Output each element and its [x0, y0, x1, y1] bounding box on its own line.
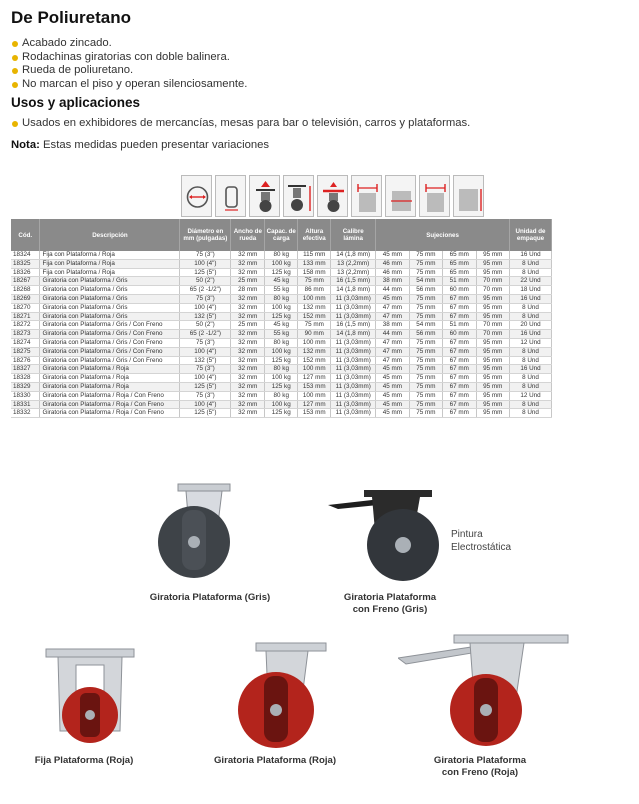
table-row [11, 294, 552, 303]
cell-altura: 132 mm [298, 347, 331, 356]
cell-sujecion-d: 70 mm [476, 330, 509, 339]
cell-sujecion-c: 67 mm [443, 347, 476, 356]
cell-diametro: 125 (5") [180, 409, 231, 418]
cell-capac: 80 kg [265, 251, 298, 259]
cell-ancho: 28 mm [231, 286, 265, 295]
cell-diametro: 125 (5") [180, 268, 231, 277]
cell-sujecion-c: 67 mm [443, 391, 476, 400]
caster-swivel-gray-image [150, 480, 250, 588]
cell-unidad: 16 Und [509, 294, 551, 303]
cell-capac: 125 kg [265, 409, 298, 418]
cell-sujecion-a: 45 mm [376, 391, 409, 400]
cell-sujecion-c: 67 mm [443, 294, 476, 303]
cell-altura: 90 mm [298, 330, 331, 339]
cell-descripcion: Giratoria con Plataforma / Roja [40, 365, 180, 374]
cell-sujecion-b: 75 mm [409, 338, 442, 347]
spec-table [11, 219, 552, 418]
cell-descripcion: Fija con Plataforma / Roja [40, 259, 180, 268]
cell-sujecion-b: 75 mm [409, 251, 442, 259]
cell-diametro: 100 (4") [180, 347, 231, 356]
cell-descripcion: Giratoria con Plataforma / Roja / Con Freno [40, 400, 180, 409]
col-diametro: Diámetro en mm (pulgadas) [180, 219, 231, 251]
cell-sujecion-c: 67 mm [443, 356, 476, 365]
caster-swivel-red-brake-image [398, 632, 573, 750]
cell-cod: 18275 [11, 347, 40, 356]
cell-sujecion-b: 75 mm [409, 259, 442, 268]
cell-altura: 127 mm [298, 400, 331, 409]
cell-diametro: 65 (2 -1/2") [180, 286, 231, 295]
cell-sujecion-a: 45 mm [376, 374, 409, 383]
cell-altura: 75 mm [298, 277, 331, 286]
load-capacity-icon [249, 175, 280, 217]
cell-cod: 18273 [11, 330, 40, 339]
cell-sujecion-d: 95 mm [476, 338, 509, 347]
spec-icon-strip [181, 175, 487, 219]
cell-sujecion-d: 95 mm [476, 268, 509, 277]
cell-descripcion: Giratoria con Plataforma / Gris / Con Freno [40, 356, 180, 365]
cell-unidad: 8 Und [509, 374, 551, 383]
cell-sujecion-c: 60 mm [443, 330, 476, 339]
cell-sujecion-b: 75 mm [409, 391, 442, 400]
cell-sujecion-d: 70 mm [476, 277, 509, 286]
table-row [11, 312, 552, 321]
table-row [11, 356, 552, 365]
cell-capac: 45 kg [265, 321, 298, 330]
cell-sujecion-c: 51 mm [443, 277, 476, 286]
cell-ancho: 32 mm [231, 259, 265, 268]
cell-sujecion-a: 47 mm [376, 303, 409, 312]
cell-ancho: 32 mm [231, 347, 265, 356]
cell-sujecion-b: 56 mm [409, 286, 442, 295]
fixing-plate-2-icon [385, 175, 416, 217]
cell-sujecion-a: 38 mm [376, 277, 409, 286]
cell-sujecion-b: 75 mm [409, 356, 442, 365]
cell-cod: 18272 [11, 321, 40, 330]
cell-sujecion-a: 44 mm [376, 330, 409, 339]
cell-sujecion-d: 95 mm [476, 356, 509, 365]
cell-cod: 18267 [11, 277, 40, 286]
cell-sujecion-c: 67 mm [443, 365, 476, 374]
cell-diametro: 132 (5") [180, 312, 231, 321]
table-row [11, 330, 552, 339]
cell-sujecion-d: 95 mm [476, 294, 509, 303]
cell-descripcion: Fija con Plataforma / Roja [40, 251, 180, 259]
cell-capac: 100 kg [265, 374, 298, 383]
col-descripcion: Descripción [40, 219, 180, 251]
cell-cod: 18325 [11, 259, 40, 268]
cell-capac: 55 kg [265, 286, 298, 295]
cell-sujecion-a: 45 mm [376, 294, 409, 303]
cell-unidad: 8 Und [509, 268, 551, 277]
cell-calibre: 11 (3,03mm) [331, 374, 376, 383]
table-row [11, 277, 552, 286]
cell-sujecion-c: 65 mm [443, 251, 476, 259]
cell-ancho: 32 mm [231, 409, 265, 418]
cell-sujecion-d: 95 mm [476, 409, 509, 418]
cell-altura: 115 mm [298, 251, 331, 259]
cell-ancho: 32 mm [231, 400, 265, 409]
feature-item: Acabado zincado. [11, 37, 247, 51]
cell-capac: 55 kg [265, 330, 298, 339]
table-row [11, 251, 552, 259]
cell-sujecion-d: 95 mm [476, 312, 509, 321]
cell-unidad: 16 Und [509, 330, 551, 339]
cell-cod: 18276 [11, 356, 40, 365]
cell-calibre: 16 (1,5 mm) [331, 321, 376, 330]
col-sujeciones: Sujeciones [376, 219, 510, 251]
col-capac: Capac. de carga [265, 219, 298, 251]
cell-sujecion-b: 75 mm [409, 374, 442, 383]
table-row [11, 303, 552, 312]
cell-cod: 18269 [11, 294, 40, 303]
cell-capac: 125 kg [265, 268, 298, 277]
cell-capac: 125 kg [265, 356, 298, 365]
table-row [11, 382, 552, 391]
cell-diametro: 100 (4") [180, 374, 231, 383]
cell-sujecion-d: 95 mm [476, 391, 509, 400]
note-text: Estas medidas pueden presentar variaciones [39, 139, 270, 151]
cell-cod: 18330 [11, 391, 40, 400]
cell-altura: 153 mm [298, 409, 331, 418]
cell-altura: 127 mm [298, 374, 331, 383]
cell-sujecion-a: 46 mm [376, 259, 409, 268]
cell-cod: 18332 [11, 409, 40, 418]
cell-unidad: 16 Und [509, 365, 551, 374]
table-row [11, 259, 552, 268]
total-height-icon [283, 175, 314, 217]
cell-calibre: 11 (3,03mm) [331, 365, 376, 374]
paint-note: Pintura Electrostática [451, 529, 512, 553]
cell-descripcion: Giratoria con Plataforma / Roja [40, 374, 180, 383]
cell-sujecion-a: 47 mm [376, 356, 409, 365]
cell-sujecion-c: 67 mm [443, 400, 476, 409]
cell-unidad: 8 Und [509, 347, 551, 356]
caption-fixed-red: Fija Plataforma (Roja) [34, 755, 134, 766]
cell-sujecion-c: 60 mm [443, 286, 476, 295]
cell-sujecion-c: 67 mm [443, 312, 476, 321]
cell-sujecion-c: 67 mm [443, 374, 476, 383]
note-label: Nota: [11, 139, 40, 151]
cell-altura: 152 mm [298, 356, 331, 365]
cell-altura: 158 mm [298, 268, 331, 277]
cell-diametro: 50 (2") [180, 321, 231, 330]
fixing-plate-3-icon [419, 175, 450, 217]
cell-unidad: 8 Und [509, 409, 551, 418]
cell-cod: 18274 [11, 338, 40, 347]
cell-sujecion-d: 95 mm [476, 251, 509, 259]
cell-unidad: 8 Und [509, 312, 551, 321]
table-row [11, 400, 552, 409]
cell-cod: 18327 [11, 365, 40, 374]
caster-swivel-gray-brake-image [328, 487, 453, 587]
feature-item: No marcan el piso y operan silenciosamente. [11, 78, 247, 92]
cell-capac: 125 kg [265, 382, 298, 391]
cell-altura: 132 mm [298, 303, 331, 312]
cell-sujecion-a: 45 mm [376, 365, 409, 374]
cell-altura: 100 mm [298, 391, 331, 400]
cell-diametro: 75 (3") [180, 391, 231, 400]
cell-unidad: 20 Und [509, 321, 551, 330]
table-row [11, 347, 552, 356]
cell-unidad: 8 Und [509, 356, 551, 365]
cell-sujecion-b: 75 mm [409, 268, 442, 277]
cell-diametro: 50 (2") [180, 277, 231, 286]
cell-calibre: 13 (2,2mm) [331, 268, 376, 277]
cell-descripcion: Giratoria con Plataforma / Gris / Con Freno [40, 321, 180, 330]
table-row [11, 268, 552, 277]
cell-sujecion-d: 70 mm [476, 321, 509, 330]
cell-capac: 80 kg [265, 365, 298, 374]
table-row [11, 374, 552, 383]
cell-sujecion-a: 44 mm [376, 286, 409, 295]
col-calibre: Calibre lámina [331, 219, 376, 251]
table-row [11, 286, 552, 295]
cell-sujecion-a: 45 mm [376, 382, 409, 391]
cell-ancho: 32 mm [231, 365, 265, 374]
cell-calibre: 11 (3,03mm) [331, 409, 376, 418]
cell-descripcion: Giratoria con Plataforma / Gris [40, 286, 180, 295]
cell-cod: 18326 [11, 268, 40, 277]
table-row [11, 338, 552, 347]
cell-altura: 133 mm [298, 259, 331, 268]
caster-fixed-red-image [44, 645, 136, 753]
cell-sujecion-c: 65 mm [443, 259, 476, 268]
cell-ancho: 32 mm [231, 391, 265, 400]
caption-swivel-red: Giratoria Plataforma (Roja) [213, 755, 337, 766]
col-cod: Cód. [11, 219, 40, 251]
cell-calibre: 11 (3,03mm) [331, 312, 376, 321]
caption-swivel-red-brake: Giratoria Plataforma con Freno (Roja) [433, 755, 527, 778]
cell-altura: 86 mm [298, 286, 331, 295]
table-row [11, 321, 552, 330]
cell-unidad: 8 Und [509, 382, 551, 391]
cell-unidad: 8 Und [509, 303, 551, 312]
cell-unidad: 12 Und [509, 338, 551, 347]
caption-swivel-gray-brake: Giratoria Plataforma con Freno (Gris) [343, 592, 437, 615]
cell-descripcion: Fija con Plataforma / Roja [40, 268, 180, 277]
note [11, 139, 269, 151]
cell-sujecion-b: 54 mm [409, 321, 442, 330]
fixing-plate-4-icon [453, 175, 484, 217]
cell-descripcion: Giratoria con Plataforma / Gris / Con Freno [40, 330, 180, 339]
page-title: De Poliuretano [11, 8, 131, 27]
cell-sujecion-d: 95 mm [476, 374, 509, 383]
cell-sujecion-d: 95 mm [476, 382, 509, 391]
cell-capac: 100 kg [265, 259, 298, 268]
uses-title: Usos y aplicaciones [11, 95, 141, 110]
cell-diametro: 132 (5") [180, 356, 231, 365]
table-header-row [11, 219, 552, 251]
cell-ancho: 25 mm [231, 277, 265, 286]
cell-unidad: 8 Und [509, 259, 551, 268]
cell-sujecion-c: 67 mm [443, 303, 476, 312]
cell-sujecion-c: 67 mm [443, 338, 476, 347]
cell-calibre: 11 (3,03mm) [331, 356, 376, 365]
cell-calibre: 11 (3,03mm) [331, 294, 376, 303]
cell-cod: 18271 [11, 312, 40, 321]
cell-calibre: 14 (1,8 mm) [331, 330, 376, 339]
feature-item: Rueda de poliuretano. [11, 64, 247, 78]
cell-sujecion-b: 75 mm [409, 409, 442, 418]
cell-calibre: 11 (3,03mm) [331, 400, 376, 409]
col-unidad: Unidad de empaque [509, 219, 551, 251]
cell-cod: 18328 [11, 374, 40, 383]
cell-diametro: 100 (4") [180, 400, 231, 409]
cell-descripcion: Giratoria con Plataforma / Roja [40, 382, 180, 391]
cell-altura: 153 mm [298, 382, 331, 391]
cell-sujecion-a: 47 mm [376, 338, 409, 347]
cell-sujecion-c: 67 mm [443, 409, 476, 418]
wheel-width-icon [215, 175, 246, 217]
cell-descripcion: Giratoria con Plataforma / Gris / Con Freno [40, 338, 180, 347]
cell-ancho: 32 mm [231, 303, 265, 312]
cell-descripcion: Giratoria con Plataforma / Roja / Con Freno [40, 409, 180, 418]
cell-capac: 125 kg [265, 312, 298, 321]
cell-altura: 100 mm [298, 338, 331, 347]
cell-diametro: 75 (3") [180, 365, 231, 374]
caster-swivel-red-image [232, 640, 332, 752]
cell-capac: 100 kg [265, 400, 298, 409]
cell-calibre: 11 (3,03mm) [331, 303, 376, 312]
spec-table-body [11, 251, 552, 418]
cell-sujecion-a: 47 mm [376, 347, 409, 356]
cell-altura: 100 mm [298, 365, 331, 374]
wheel-diameter-icon [181, 175, 212, 217]
cell-ancho: 25 mm [231, 321, 265, 330]
cell-altura: 152 mm [298, 312, 331, 321]
cell-sujecion-a: 45 mm [376, 400, 409, 409]
plate-thickness-icon [317, 175, 348, 217]
cell-diametro: 100 (4") [180, 259, 231, 268]
cell-descripcion: Giratoria con Plataforma / Gris [40, 303, 180, 312]
cell-sujecion-b: 75 mm [409, 294, 442, 303]
caption-swivel-gray: Giratoria Plataforma (Gris) [149, 592, 271, 603]
fixing-plate-1-icon [351, 175, 382, 217]
cell-descripcion: Giratoria con Plataforma / Roja / Con Freno [40, 391, 180, 400]
cell-capac: 80 kg [265, 338, 298, 347]
cell-descripcion: Giratoria con Plataforma / Gris [40, 312, 180, 321]
cell-sujecion-d: 95 mm [476, 303, 509, 312]
cell-sujecion-b: 75 mm [409, 312, 442, 321]
cell-sujecion-a: 38 mm [376, 321, 409, 330]
cell-sujecion-b: 75 mm [409, 303, 442, 312]
cell-sujecion-d: 70 mm [476, 286, 509, 295]
cell-sujecion-b: 75 mm [409, 347, 442, 356]
cell-unidad: 22 Und [509, 277, 551, 286]
cell-calibre: 11 (3,03mm) [331, 391, 376, 400]
cell-diametro: 65 (2 -1/2") [180, 330, 231, 339]
cell-capac: 100 kg [265, 303, 298, 312]
cell-ancho: 32 mm [231, 330, 265, 339]
cell-sujecion-a: 45 mm [376, 251, 409, 259]
cell-cod: 18268 [11, 286, 40, 295]
cell-sujecion-c: 51 mm [443, 321, 476, 330]
cell-ancho: 32 mm [231, 382, 265, 391]
col-altura: Altura efectiva [298, 219, 331, 251]
cell-diametro: 125 (5") [180, 382, 231, 391]
cell-calibre: 14 (1,8 mm) [331, 286, 376, 295]
cell-calibre: 11 (3,03mm) [331, 382, 376, 391]
table-row [11, 409, 552, 418]
cell-calibre: 11 (3,03mm) [331, 347, 376, 356]
cell-ancho: 32 mm [231, 268, 265, 277]
cell-cod: 18329 [11, 382, 40, 391]
cell-descripcion: Giratoria con Plataforma / Gris [40, 294, 180, 303]
cell-ancho: 32 mm [231, 374, 265, 383]
cell-capac: 100 kg [265, 347, 298, 356]
cell-sujecion-a: 46 mm [376, 268, 409, 277]
cell-sujecion-b: 75 mm [409, 382, 442, 391]
cell-diametro: 75 (3") [180, 251, 231, 259]
feature-list [11, 37, 247, 91]
cell-calibre: 16 (1,5 mm) [331, 277, 376, 286]
uses-list [11, 117, 470, 129]
cell-diametro: 75 (3") [180, 338, 231, 347]
cell-calibre: 13 (2,2mm) [331, 259, 376, 268]
cell-altura: 100 mm [298, 294, 331, 303]
cell-ancho: 32 mm [231, 356, 265, 365]
cell-capac: 80 kg [265, 294, 298, 303]
cell-sujecion-d: 95 mm [476, 400, 509, 409]
cell-sujecion-b: 56 mm [409, 330, 442, 339]
cell-calibre: 11 (3,03mm) [331, 338, 376, 347]
cell-descripcion: Giratoria con Plataforma / Gris / Con Freno [40, 347, 180, 356]
cell-ancho: 32 mm [231, 338, 265, 347]
cell-sujecion-d: 95 mm [476, 365, 509, 374]
uses-item: Usados en exhibidores de mercancías, mesas para bar o televisión, carros y plataformas. [11, 117, 470, 129]
cell-sujecion-c: 65 mm [443, 268, 476, 277]
cell-cod: 18331 [11, 400, 40, 409]
cell-capac: 45 kg [265, 277, 298, 286]
cell-unidad: 16 Und [509, 251, 551, 259]
cell-sujecion-a: 47 mm [376, 312, 409, 321]
feature-item: Rodachinas giratorias con doble balinera. [11, 51, 247, 65]
cell-calibre: 14 (1,8 mm) [331, 251, 376, 259]
cell-ancho: 32 mm [231, 251, 265, 259]
cell-altura: 75 mm [298, 321, 331, 330]
table-row [11, 365, 552, 374]
cell-sujecion-b: 75 mm [409, 365, 442, 374]
col-ancho: Ancho de rueda [231, 219, 265, 251]
cell-cod: 18324 [11, 251, 40, 259]
cell-unidad: 8 Und [509, 400, 551, 409]
cell-cod: 18270 [11, 303, 40, 312]
cell-diametro: 75 (3") [180, 294, 231, 303]
cell-diametro: 100 (4") [180, 303, 231, 312]
cell-ancho: 32 mm [231, 294, 265, 303]
cell-sujecion-a: 45 mm [376, 409, 409, 418]
cell-unidad: 18 Und [509, 286, 551, 295]
cell-sujecion-d: 95 mm [476, 259, 509, 268]
cell-unidad: 12 Und [509, 391, 551, 400]
table-row [11, 391, 552, 400]
cell-capac: 80 kg [265, 391, 298, 400]
cell-sujecion-d: 95 mm [476, 347, 509, 356]
cell-descripcion: Giratoria con Plataforma / Gris [40, 277, 180, 286]
cell-sujecion-b: 75 mm [409, 400, 442, 409]
cell-ancho: 32 mm [231, 312, 265, 321]
cell-sujecion-b: 54 mm [409, 277, 442, 286]
cell-sujecion-c: 67 mm [443, 382, 476, 391]
